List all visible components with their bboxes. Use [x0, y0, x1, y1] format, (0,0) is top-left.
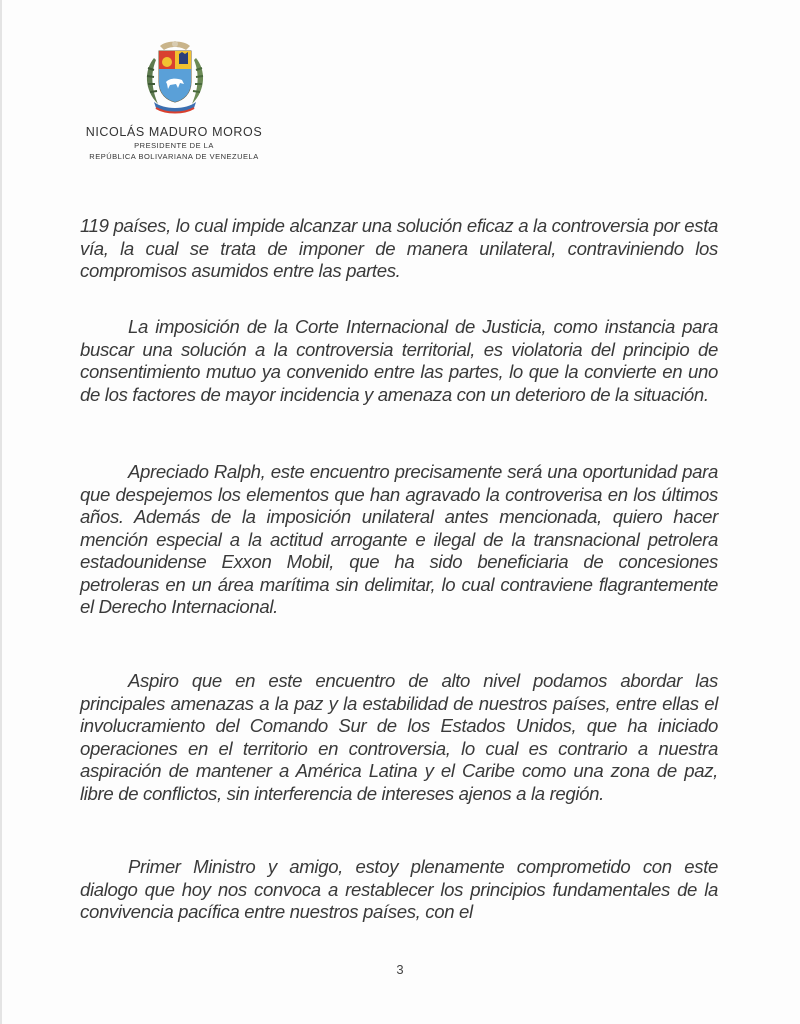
sender-title-line-1: PRESIDENTE DE LA — [134, 141, 214, 150]
scan-edge — [0, 0, 2, 1024]
paragraph-continuation: 119 países, lo cual impide alcanzar una solución eficaz a la controversia por esta vía, la cual se trata de imponer de manera unilateral, contraviniendo los compromisos asumidos entre las partes. — [80, 215, 718, 281]
paragraph-southern-command: Aspiro que en este encuentro de alto nivel podamos abordar las principales amenazas a la paz y la estabilidad de nuestros países, entre ellas el involucramiento del Comando Sur de los Estados Unidos, que ha iniciado operaciones en el territorio en controversia, lo cual es contrario a nuestra aspiración de mantener a América Latina y el Caribe como una zona de paz, libre de conflictos, sin interferencia de intereses ajenos a la región. — [80, 670, 718, 804]
page-number: 3 — [396, 962, 404, 977]
paragraph-exxon: Apreciado Ralph, este encuentro precisamente será una oportunidad para que despejemos los elementos que han agravado la controverisa en los últimos años. Además de la imposición unilateral antes mencionada, quiero hacer mención especial a la actitud arrogante e ilegal de la transnacional petrolera estadounidense Exxon Mobil, que ha sido beneficiaria de concesiones petroleras en un área marítima sin delimitar, lo cual contraviene flagrantemente el Derecho Internacional. — [80, 461, 718, 617]
sender-title-line-2: REPÚBLICA BOLIVARIANA DE VENEZUELA — [89, 152, 259, 161]
paragraph-icj: La imposición de la Corte Internacional de Justicia, como instancia para buscar una solución a la controversia territorial, es violatoria del principio de consentimiento mutuo ya convenido entre las partes, lo que la convierte en uno de los factores de mayor incidencia y amenaza con un deterioro de la situación. — [80, 316, 718, 405]
coat-of-arms-icon — [140, 38, 210, 116]
sender-name: NICOLÁS MADURO MOROS — [85, 125, 263, 139]
letterhead — [62, 124, 286, 162]
paragraph-dialogue: Primer Ministro y amigo, estoy plenamente comprometido con este dialogo que hoy nos convoca a restablecer los principios fundamentales de la convivencia pacífica entre nuestros países, con el — [80, 856, 718, 922]
